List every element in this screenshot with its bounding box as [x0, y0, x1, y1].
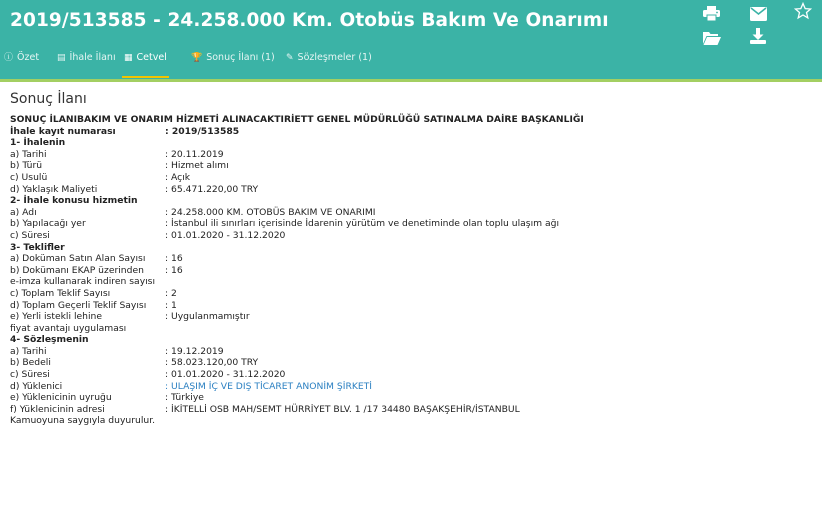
tab-label: Özet [17, 52, 40, 63]
detail-label: f) Yüklenicinin adresi [10, 403, 105, 415]
detail-value: : 24.258.000 KM. OTOBÜS BAKIM VE ONARIMI [165, 206, 376, 218]
detail-row [10, 230, 815, 242]
detail-value: : 2 [165, 287, 177, 299]
detail-row [10, 369, 815, 381]
detail-label: a) Doküman Satın Alan Sayısı [10, 253, 146, 265]
detail-label: d) Yüklenici [10, 380, 63, 392]
detail-row [10, 126, 815, 138]
detail-row [10, 323, 815, 335]
detail-value: : 2019/513585 [165, 125, 240, 137]
detail-label: c) Toplam Teklif Sayısı [10, 287, 111, 299]
detail-label: fiyat avantajı uygulaması [10, 322, 127, 334]
detail-row [10, 381, 815, 393]
detail-value: : 01.01.2020 - 31.12.2020 [165, 229, 286, 241]
detail-label: e-imza kullanarak indiren sayısı [10, 276, 156, 288]
detail-value: : 19.12.2019 [165, 345, 224, 357]
detail-label: b) Yapılacağı yer [10, 218, 86, 230]
detail-label: c) Süresi [10, 229, 50, 241]
tab-label: Sonuç İlanı (1) [206, 52, 275, 63]
header-divider [0, 79, 822, 82]
detail-row [10, 404, 815, 416]
detail-value: : Türkiye [165, 392, 204, 404]
contractor-link[interactable]: : ULAŞIM İÇ VE DIŞ TİCARET ANONİM ŞİRKETİ [165, 380, 372, 392]
info-icon: ⓘ [4, 53, 14, 63]
detail-row [10, 242, 815, 254]
detail-row [10, 288, 815, 300]
detail-label: 3- Teklifler [10, 241, 65, 253]
tab-label: Cetvel [136, 52, 167, 63]
detail-value: : Uygulanmamıştır [165, 311, 250, 323]
tab-ihale-ilani[interactable] [57, 47, 116, 76]
detail-row [10, 137, 815, 149]
trophy-icon: 🏆 [191, 53, 203, 63]
detail-row [10, 149, 815, 161]
detail-label: İhale kayıt numarası [10, 125, 116, 137]
table-icon: ▦ [124, 53, 133, 63]
document-icon: ▤ [57, 53, 66, 63]
detail-label: a) Adı [10, 206, 37, 218]
detail-label: 1- İhalenin [10, 137, 66, 149]
download-icon[interactable] [750, 28, 766, 48]
detail-label: c) Süresi [10, 369, 50, 381]
tab-sonuc-ilani[interactable] [191, 47, 275, 76]
detail-row [10, 172, 815, 184]
envelope-icon[interactable] [750, 6, 767, 25]
detail-value: : Açık [165, 171, 191, 183]
detail-value: : 16 [165, 264, 183, 276]
section-title: Sonuç İlanı [10, 91, 87, 107]
detail-label: b) Dokümanı EKAP üzerinden [10, 264, 144, 276]
star-icon[interactable] [794, 2, 812, 24]
detail-value: : 1 [165, 299, 177, 311]
detail-value: : 01.01.2020 - 31.12.2020 [165, 369, 286, 381]
detail-label: b) Türü [10, 160, 43, 172]
detail-label: a) Tarihi [10, 345, 47, 357]
detail-value: : 65.471.220,00 TRY [165, 183, 259, 195]
detail-row [10, 300, 815, 312]
tab-ozet[interactable] [4, 47, 39, 76]
folder-open-icon[interactable] [703, 30, 721, 49]
detail-row [10, 265, 815, 277]
detail-row [10, 195, 815, 207]
detail-label: 2- İhale konusu hizmetin [10, 195, 138, 207]
detail-value: : 16 [165, 253, 183, 265]
detail-label: c) Usulü [10, 171, 48, 183]
detail-value: : 20.11.2019 [165, 148, 224, 160]
edit-icon: ✎ [286, 53, 294, 63]
print-icon[interactable] [703, 6, 720, 25]
detail-row [10, 160, 815, 172]
detail-value: : İstanbul ili sınırları içerisinde İdarenin yürütüm ve denetiminde olan toplu ulaşım ağı [165, 218, 560, 230]
detail-row [10, 346, 815, 358]
detail-value: : İKİTELLİ OSB MAH/SEMT HÜRRİYET BLV. 1 /17 34480 BAŞAKŞEHİR/İSTANBUL [165, 403, 520, 415]
detail-label: e) Yüklenicinin uyruğu [10, 392, 112, 404]
detail-label: d) Toplam Geçerli Teklif Sayısı [10, 299, 147, 311]
detail-label: a) Tarihi [10, 148, 47, 160]
notice-heading: SONUÇ İLANIBAKIM VE ONARIM HİZMETİ ALINACAKTIRİETT GENEL MÜDÜRLÜĞÜ SATINALMA DAİRE BAŞKANLIĞI [10, 114, 584, 125]
detail-row [10, 184, 815, 196]
tab-sozlesmeler[interactable] [286, 47, 372, 76]
detail-label: b) Bedeli [10, 357, 51, 369]
page-header [0, 0, 822, 79]
detail-label: d) Yaklaşık Maliyeti [10, 183, 98, 195]
detail-row [10, 253, 815, 265]
result-notice [10, 90, 815, 427]
page-title: 2019/513585 - 24.258.000 Km. Otobüs Bakım Ve Onarımı [10, 10, 609, 31]
detail-label: 4- Sözleşmenin [10, 334, 89, 346]
detail-row [10, 357, 815, 369]
tab-cetvel[interactable] [122, 47, 169, 78]
detail-value: : 58.023.120,00 TRY [165, 357, 259, 369]
detail-row [10, 276, 815, 288]
detail-label: e) Yerli istekli lehine [10, 311, 102, 323]
notice-details [10, 126, 815, 416]
detail-row [10, 218, 815, 230]
detail-row [10, 311, 815, 323]
tab-label: Sözleşmeler (1) [297, 52, 372, 63]
detail-row [10, 392, 815, 404]
tab-label: İhale İlanı [69, 52, 116, 63]
detail-value: : Hizmet alımı [165, 160, 229, 172]
detail-row [10, 207, 815, 219]
detail-row [10, 334, 815, 346]
notice-footer: Kamuoyuna saygıyla duyurulur. [10, 415, 156, 427]
